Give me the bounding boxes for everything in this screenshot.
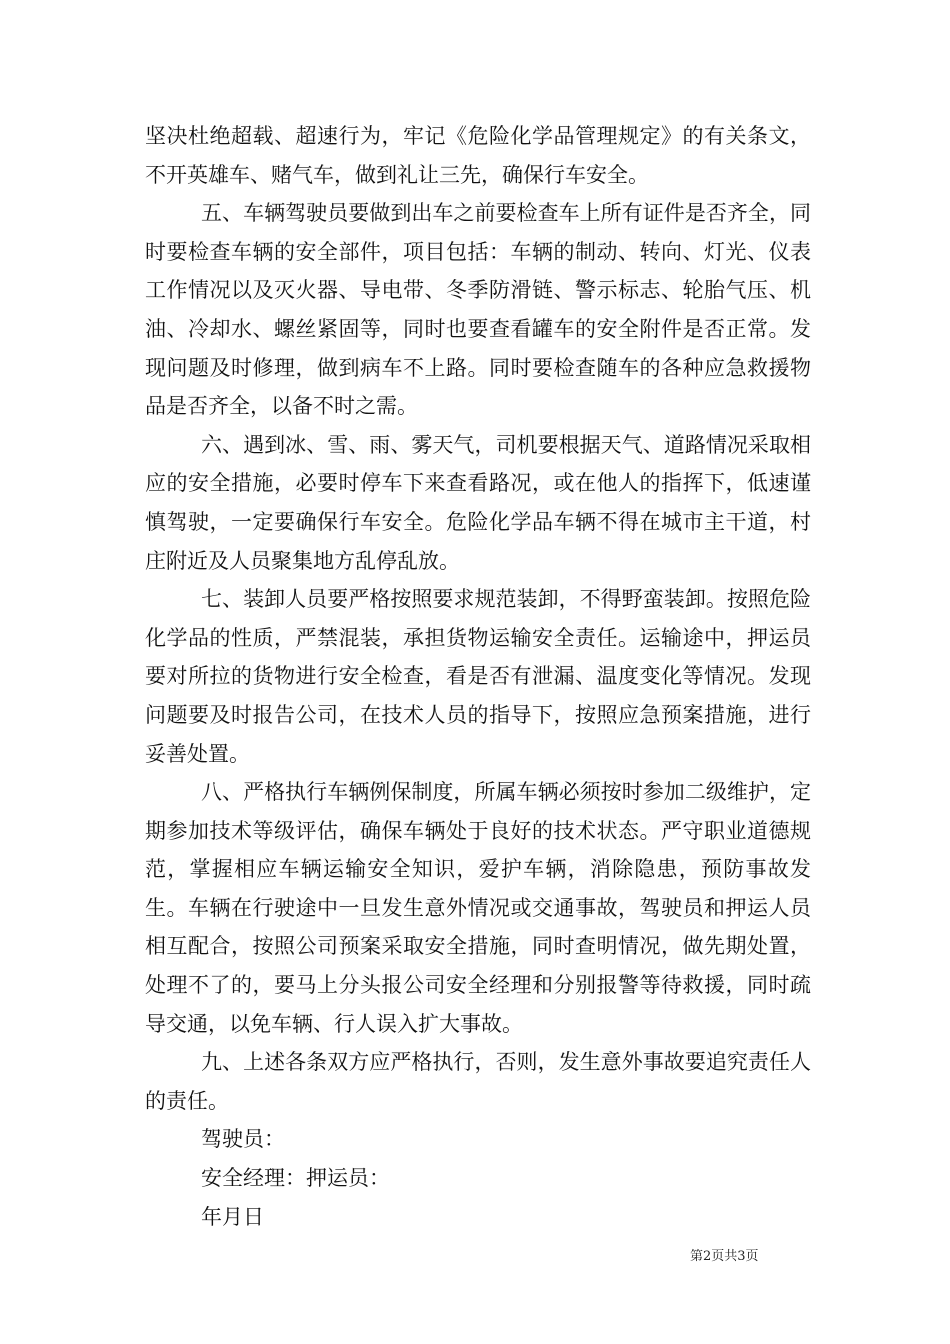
paragraph-clause-5: 五、车辆驾驶员要做到出车之前要检查车上所有证件是否齐全，同时要检查车辆的安全部件，项目包括：车辆的制动、转向、灯光、仪表工作情况以及灭火器、导电带、冬季防滑链、警示标志、轮胎气压、机油、冷却水、螺丝紧固等，同时也要查看罐车的安全附件是否正常。发现问题及时修理，做到病车不上路。同时要检查随车的各种应急救援物品是否齐全，以备不时之需。 [145, 201, 811, 419]
signature-manager-escort: 安全经理：押运员： [201, 1166, 390, 1191]
page-number-footer: 第2页共3页 [690, 1249, 759, 1264]
paragraph-clause-6: 六、遇到冰、雪、雨、雾天气，司机要根据天气、道路情况采取相应的安全措施，必要时停车下来查看路况，或在他人的指挥下，低速谨慎驾驶，一定要确保行车安全。危险化学品车辆不得在城市主干道，村庄附近及人员聚集地方乱停乱放。 [145, 432, 811, 573]
document-body [145, 117, 811, 1236]
paragraph-clause-7: 七、装卸人员要严格按照要求规范装卸，不得野蛮装卸。按照危险化学品的性质，严禁混装，承担货物运输安全责任。运输途中，押运员要对所拉的货物进行安全检查，看是否有泄漏、温度变化等情况。发现问题要及时报告公司，在技术人员的指导下，按照应急预案措施，进行妥善处置。 [145, 587, 811, 766]
paragraph-clause-9: 九、上述各条双方应严格执行，否则，发生意外事故要追究责任人的责任。 [145, 1050, 811, 1113]
paragraph-clause-8: 八、严格执行车辆例保制度，所属车辆必须按时参加二级维护，定期参加技术等级评估，确保车辆处于良好的技术状态。严守职业道德规范，掌握相应车辆运输安全知识，爱护车辆，消除隐患，预防事故发生。车辆在行驶途中一旦发生意外情况或交通事故，驾驶员和押运人员相互配合，按照公司预案采取安全措施，同时查明情况，做先期处置，处理不了的，要马上分头报公司安全经理和分别报警等待救援，同时疏导交通，以免车辆、行人误入扩大事故。 [145, 780, 811, 1036]
paragraph-continuation: 坚决杜绝超载、超速行为，牢记《危险化学品管理规定》的有关条文，不开英雄车、赌气车，做到礼让三先，确保行车安全。 [145, 124, 811, 187]
signature-date: 年月日 [201, 1204, 264, 1229]
signature-driver: 驾驶员： [201, 1127, 285, 1152]
